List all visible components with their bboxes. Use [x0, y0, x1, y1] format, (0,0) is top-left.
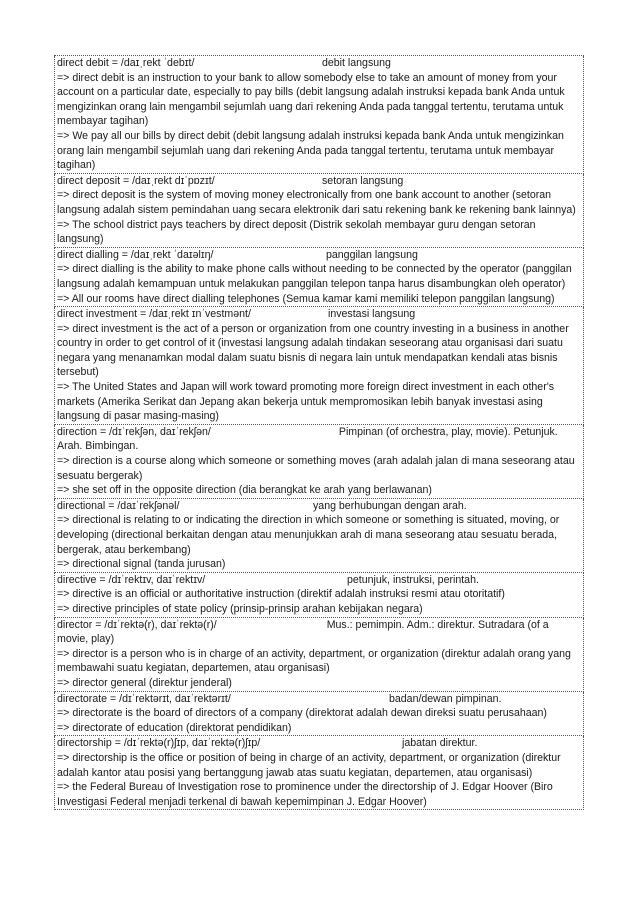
dictionary-entry	[54, 425, 584, 499]
dictionary-entry	[54, 618, 584, 692]
entry-term: direct deposit = /daɪˌrekt dɪˈpɒzɪt/	[57, 174, 215, 187]
entry-term: direct debit = /daɪˌrekt ˈdebɪt/	[57, 57, 195, 69]
entry-heading	[57, 499, 581, 514]
entry-definition: => director is a person who is in charge of an activity, department, or organization (direktur adalah orang yang membawahi suatu kegiatan, departemen, atau organisasi)	[57, 647, 571, 675]
entry-example: => The United States and Japan will work toward promoting more foreign direct investment in each other's markets (Amerika Serikat dan Jepang akan bekerja untuk mempromosikan lebih banyak investasi asing langsung di pasar masing-masing)	[57, 381, 555, 423]
entry-term: direction = /dɪˈrekʃən, daɪˈrekʃən/	[57, 425, 211, 438]
entry-heading	[57, 307, 581, 322]
entry-meaning: Pimpinan (of orchestra, play, movie). Petunjuk. Arah. Bimbingan.	[57, 425, 558, 453]
entry-example: => All our rooms have direct dialling telephones (Semua kamar kami memiliki telepon panggilan langsung)	[57, 292, 555, 305]
dictionary-entry	[54, 307, 584, 425]
entry-meaning: Mus.: pemimpin. Adm.: direktur. Sutradara (of a movie, play)	[57, 618, 549, 646]
entry-example: => directional signal (tanda jurusan)	[57, 558, 226, 571]
entry-heading	[57, 248, 581, 263]
entry-example: => directive principles of state policy (prinsip-prinsip arahan kebijakan negara)	[57, 602, 423, 615]
entry-heading	[57, 174, 581, 189]
dictionary-sheet	[54, 55, 584, 810]
dictionary-entry	[54, 56, 584, 174]
entry-example: => she set off in the opposite direction (dia berangkat ke arah yang berlawanan)	[57, 484, 432, 497]
entry-definition: => directional is relating to or indicating the direction in which someone or something is situated, moving, or developing (directional berkaitan dengan atau menunjukkan arah di mana seseorang atau sesuatu berada, bergerak, atau berkembang)	[57, 514, 560, 556]
dictionary-entry	[54, 248, 584, 307]
entry-definition: => directorate is the board of directors of a company (direktorat adalah dewan direksi suatu perusahaan)	[57, 707, 547, 720]
entry-term: director = /dɪˈrektə(r), daɪˈrektə(r)/	[57, 618, 217, 631]
dictionary-entry	[54, 499, 584, 573]
entry-example: => the Federal Bureau of Investigation rose to prominence under the directorship of J. Edgar Hoover (Biro Investigasi Federal menjadi terkenal di bawah kepemimpinan J. Edgar Hoover)	[57, 781, 553, 808]
entry-heading	[57, 56, 581, 71]
entry-meaning: setoran langsung	[322, 174, 404, 187]
entry-heading	[57, 692, 581, 707]
entry-definition: => direct deposit is the system of moving money electronically from one bank account to another (setoran langsung adalah sistem pemindahan uang secara elektronik dari satu rekening bank ke rekening bank lainnya)	[57, 189, 576, 216]
dictionary-entry	[54, 174, 584, 248]
entry-example: => We pay all our bills by direct debit (debit langsung adalah instruksi kepada bank Anda untuk mengizinkan orang lain mengambil sejumlah uang dari rekening Anda pada tanggal tertentu, terutama untuk membayar tagihan)	[57, 129, 564, 172]
entry-term: directorate = /dɪˈrektərɪt, daɪˈrektərɪt/	[57, 692, 231, 705]
entry-heading	[57, 736, 581, 751]
entry-meaning: petunjuk, instruksi, perintah.	[347, 573, 479, 586]
entry-example: => The school district pays teachers by direct deposit (Distrik sekolah membayar guru dengan setoran langsung)	[57, 218, 536, 246]
entry-example: => director general (direktur jenderal)	[57, 676, 232, 689]
entry-definition: => directive is an official or authoritative instruction (direktif adalah instruksi resmi atau otoritatif)	[57, 588, 505, 601]
entry-term: direct dialling = /daɪˌrekt ˈdaɪəlɪŋ/	[57, 248, 214, 261]
dictionary-entry	[54, 573, 584, 618]
entry-meaning: jabatan direktur.	[402, 737, 478, 750]
dictionary-entry	[54, 692, 584, 737]
entry-definition: => direct debit is an instruction to your bank to allow somebody else to take an amount of money from your account on a particular date, especially to pay bills (debit langsung adalah instruksi kepada bank Anda untuk mengizinkan orang lain mengambil sejumlah uang dari rekening Anda pada tanggal tertentu, terutama untuk membayar tagihan)	[57, 71, 565, 128]
entry-heading	[57, 425, 581, 454]
entry-definition: => directorship is the office or position of being in charge of an activity, department, or organization (direktur adalah kantor atau posisi yang bertanggung jawab atas suatu kegiatan, departemen, atau organisasi)	[57, 751, 561, 779]
entry-meaning: panggilan langsung	[326, 248, 418, 261]
entry-term: directional = /daɪˈrekʃənəl/	[57, 499, 180, 512]
dictionary-entry	[54, 736, 584, 810]
entry-heading	[57, 573, 581, 588]
entry-meaning: yang berhubungan dengan arah.	[313, 499, 467, 512]
entry-term: directorship = /dɪˈrektə(r)ʃɪp, daɪˈrektə(r)ʃɪp/	[57, 737, 261, 750]
entry-example: => directorate of education (direktorat pendidikan)	[57, 721, 292, 734]
entry-definition: => direct dialling is the ability to make phone calls without needing to be connected by the operator (panggilan langsung adalah kemampuan untuk melakukan panggilan telepon tanpa harus disambungkan oleh operator)	[57, 263, 572, 290]
entry-definition: => direct investment is the act of a person or organization from one country investing in a business in another country in order to get control of it (investasi langsung adalah tindakan seseorang atau organisasi dari suatu negara yang menanamkan modal dalam suatu bisnis di negara lain untuk mendapatkan kendali atas bisnis tersebut)	[57, 322, 569, 379]
entry-term: directive = /dɪˈrektɪv, daɪˈrektɪv/	[57, 573, 206, 586]
entry-meaning: investasi langsung	[328, 308, 416, 321]
entry-meaning: badan/dewan pimpinan.	[389, 692, 502, 705]
entry-heading	[57, 618, 581, 647]
entry-term: direct investment = /daɪˌrekt ɪnˈvestmənt/	[57, 308, 251, 321]
entry-definition: => direction is a course along which someone or something moves (arah adalah jalan di mana seseorang atau sesuatu bergerak)	[57, 455, 575, 482]
entry-meaning: debit langsung	[322, 57, 391, 69]
